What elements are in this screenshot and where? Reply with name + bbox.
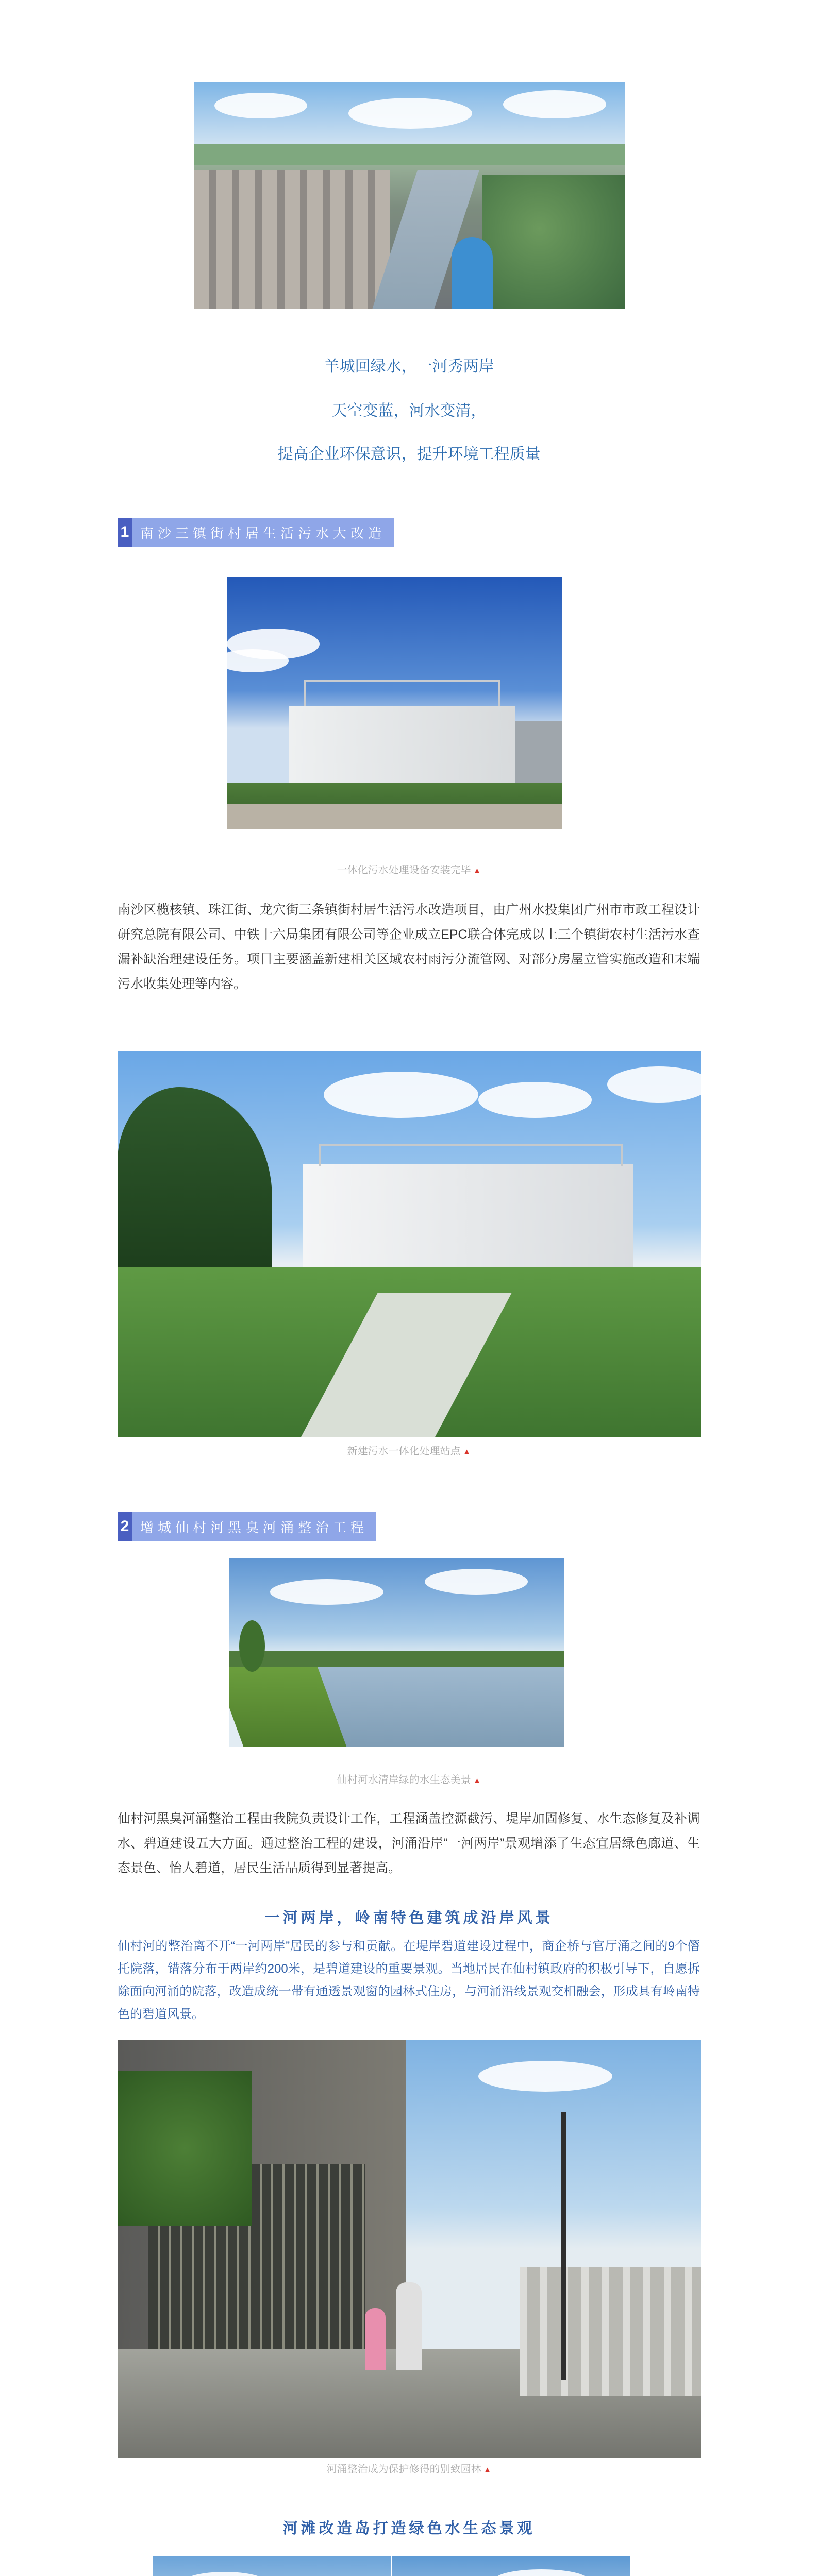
section-1-caption-1: 一体化污水处理设备安装完毕 xyxy=(337,865,471,876)
intro-line-2: 天空变蓝，河水变清， xyxy=(331,402,487,419)
section-2-subhead-2: 河滩改造岛打造绿色水生态景观 xyxy=(282,2520,536,2537)
hero-aerial-river-image xyxy=(194,82,625,309)
river-landscape-image xyxy=(229,1558,564,1747)
intro-line-1: 羊城回绿水，一河秀两岸 xyxy=(324,358,494,375)
caption-marker-icon: ▲ xyxy=(473,1776,481,1785)
section-1-body: 南沙区榄核镇、珠江街、龙穴街三条镇街村居生活污水改造项目，由广州水投集团广州市市政工程设计研究总院有限公司、中铁十六局集团有限公司等企业成立EPC联合体完成以上三个镇街农村生活污水查漏补缺治理建设任务。项目主要涵盖新建相关区域农村雨污分流管网、对部分房屋立管实施改造和末端污水收集处理等内容。 xyxy=(118,903,700,991)
intro-line-3: 提高企业环保意识，提升环境工程质量 xyxy=(277,446,541,463)
section-2-caption-1: 仙村河水清岸绿的水生态美景 xyxy=(337,1774,471,1786)
new-station-image xyxy=(118,1051,701,1437)
section-2-caption-2: 河涌整治成为保护修得的别致园林 xyxy=(326,2464,481,2475)
section-1-caption-2: 新建污水一体化处理站点 xyxy=(347,1446,461,1457)
section-2-body-blue-1: 仙村河的整治离不开“一河两岸”居民的参与和贡献。在堤岸碧道建设过程中，商企桥与官厅涌之间的9个僭托院落，错落分布于两岸约200米，是碧道建设的重要景观。当地居民在仙村镇政府的积极引导下，自愿拆除面向河涌的院落，改造成统一带有通透景观窗的园林式住房，与河涌沿线景观交相融会，形成具有岭南特色的碧道风景。 xyxy=(118,1939,700,2021)
section-2-heading xyxy=(118,1512,376,1541)
section-1-number: 1 xyxy=(118,518,132,547)
section-2-subhead-1: 一河两岸，岭南特色建筑成沿岸风景 xyxy=(264,1910,554,1926)
section-1-heading xyxy=(118,518,394,547)
caption-marker-icon: ▲ xyxy=(483,2466,492,2475)
riverside-walkway-image xyxy=(118,2040,701,2458)
caption-marker-icon: ▲ xyxy=(473,867,481,875)
treatment-facility-image xyxy=(227,577,562,829)
ecological-island-image-right xyxy=(392,2556,630,2576)
section-2-title: 增城仙村河黑臭河涌整治工程 xyxy=(132,1512,376,1541)
ecological-island-image-left xyxy=(153,2556,391,2576)
section-1-title: 南沙三镇街村居生活污水大改造 xyxy=(132,518,394,547)
caption-marker-icon: ▲ xyxy=(462,1448,471,1456)
section-2-body: 仙村河黑臭河涌整治工程由我院负责设计工作，工程涵盖控源截污、堤岸加固修复、水生态修复及补调水、碧道建设五大方面。通过整治工程的建设，河涌沿岸“一河两岸”景观增添了生态宜居绿色廊道、生态景色、怡人碧道，居民生活品质得到显著提高。 xyxy=(118,1811,700,1875)
section-2-number: 2 xyxy=(118,1512,132,1541)
